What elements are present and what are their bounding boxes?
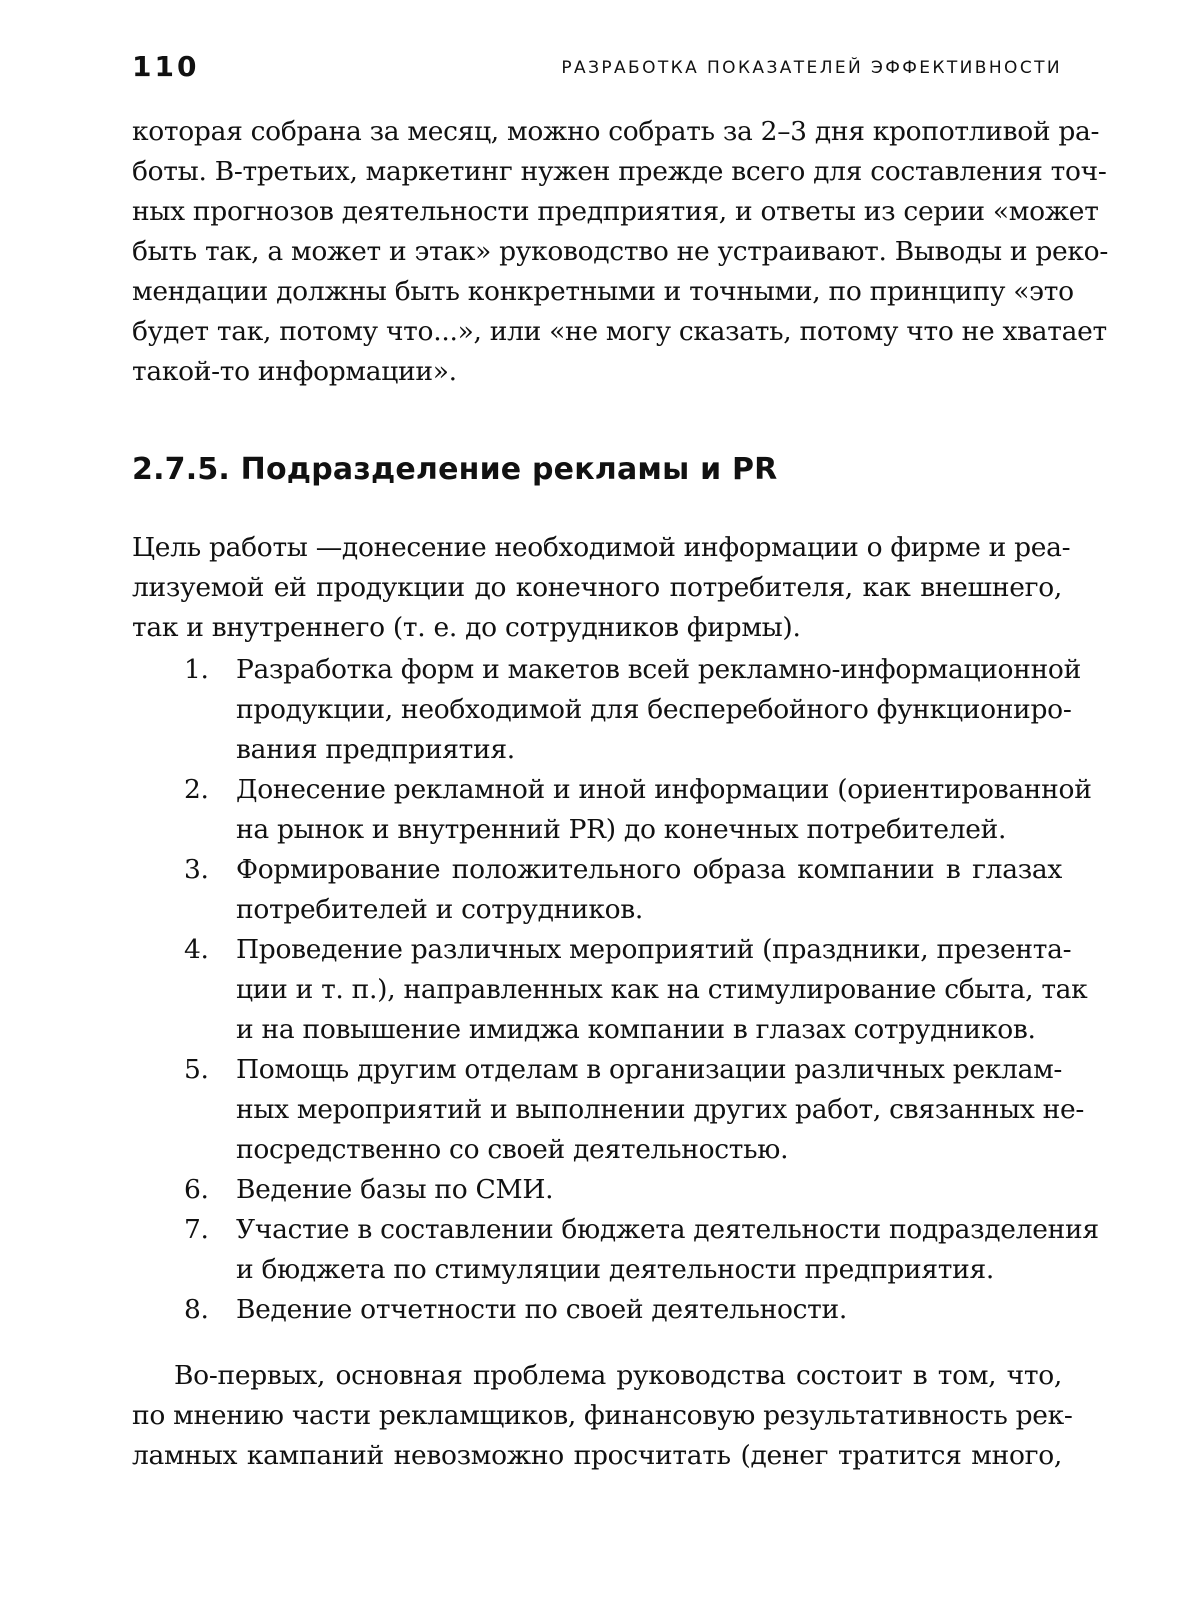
- text-line: вания предприятия.: [236, 734, 515, 765]
- text-line: и бюджета по стимуляции деятельности предприятия.: [236, 1254, 995, 1285]
- text-line: на рынок и внутренний PR) до конечных потребителей.: [236, 814, 1007, 845]
- text-line: по мнению части рекламщиков, финансовую результативность рек-: [132, 1400, 1073, 1431]
- text-line: Формирование положительного образа компании в глазах: [236, 854, 1062, 885]
- text-line: Цель работы —донесение необходимой информации о фирме и реа-: [132, 532, 1071, 563]
- list-item-number: 1.: [184, 654, 209, 685]
- text-line: потребителей и сотрудников.: [236, 894, 643, 925]
- list-item: [132, 1050, 1085, 1170]
- text-line: Помощь другим отделам в организации различных реклам-: [236, 1054, 1063, 1085]
- text-line: Донесение рекламной и иной информации (ориентированной: [236, 774, 1092, 805]
- text-line: быть так, а может и этак» руководство не устраивают. Выводы и реко-: [132, 236, 1108, 267]
- text-line: Проведение различных мероприятий (праздники, презента-: [236, 934, 1072, 965]
- list-item: [132, 1290, 1062, 1330]
- text-line: Участие в составлении бюджета деятельности подразделения: [236, 1214, 1099, 1245]
- text-line: мендации должны быть конкретными и точными, по принципу «это: [132, 276, 1074, 307]
- paragraph-2: [132, 528, 1071, 648]
- text-line: которая собрана за месяц, можно собрать за 2–3 дня кропотливой ра-: [132, 116, 1100, 147]
- text-line: посредственно со своей деятельностью.: [236, 1134, 789, 1165]
- list-item-number: 7.: [184, 1214, 209, 1245]
- list-item: [132, 930, 1088, 1050]
- list-item: [132, 1170, 1062, 1210]
- list-item-number: 2.: [184, 774, 209, 805]
- numbered-list: [132, 650, 1099, 1330]
- text-line: ных прогнозов деятельности предприятия, и ответы из серии «может: [132, 196, 1099, 227]
- paragraph-1: [132, 112, 1108, 392]
- text-line: так и внутреннего (т. е. до сотрудников фирмы).: [132, 612, 801, 643]
- text-line: лизуемой ей продукции до конечного потребителя, как внешнего,: [132, 572, 1062, 603]
- text-line: Разработка форм и макетов всей рекламно-информационной: [236, 654, 1081, 685]
- running-title: РАЗРАБОТКА ПОКАЗАТЕЛЕЙ ЭФФЕКТИВНОСТИ: [561, 58, 1062, 78]
- text-line: и на повышение имиджа компании в глазах сотрудников.: [236, 1014, 1036, 1045]
- list-item-number: 5.: [184, 1054, 209, 1085]
- text-line: Во-первых, основная проблема руководства состоит в том, что,: [174, 1360, 1062, 1391]
- page-header: [132, 50, 1062, 90]
- list-item-number: 3.: [184, 854, 209, 885]
- section-heading: 2.7.5. Подразделение рекламы и PR: [132, 452, 778, 487]
- text-line: ции и т. п.), направленных как на стимулирование сбыта, так: [236, 974, 1088, 1005]
- text-line: будет так, потому что...», или «не могу сказать, потому что не хватает: [132, 316, 1107, 347]
- list-item-number: 4.: [184, 934, 209, 965]
- list-item: [132, 1210, 1099, 1290]
- list-item-number: 6.: [184, 1174, 209, 1205]
- text-line: такой-то информации».: [132, 356, 457, 387]
- text-line: ламных кампаний невозможно просчитать (денег тратится много,: [132, 1440, 1062, 1471]
- list-item: [132, 650, 1081, 770]
- text-line: продукции, необходимой для бесперебойного функциониро-: [236, 694, 1072, 725]
- list-item: [132, 770, 1092, 850]
- text-line: Ведение отчетности по своей деятельности.: [236, 1294, 848, 1325]
- page-number: 110: [132, 50, 200, 83]
- paragraph-3: [132, 1356, 1073, 1476]
- text-line: Ведение базы по СМИ.: [236, 1174, 554, 1205]
- list-item: [132, 850, 1062, 930]
- list-item-number: 8.: [184, 1294, 209, 1325]
- text-line: боты. В-третьих, маркетинг нужен прежде всего для составления точ-: [132, 156, 1107, 187]
- text-line: ных мероприятий и выполнении других работ, связанных не-: [236, 1094, 1085, 1125]
